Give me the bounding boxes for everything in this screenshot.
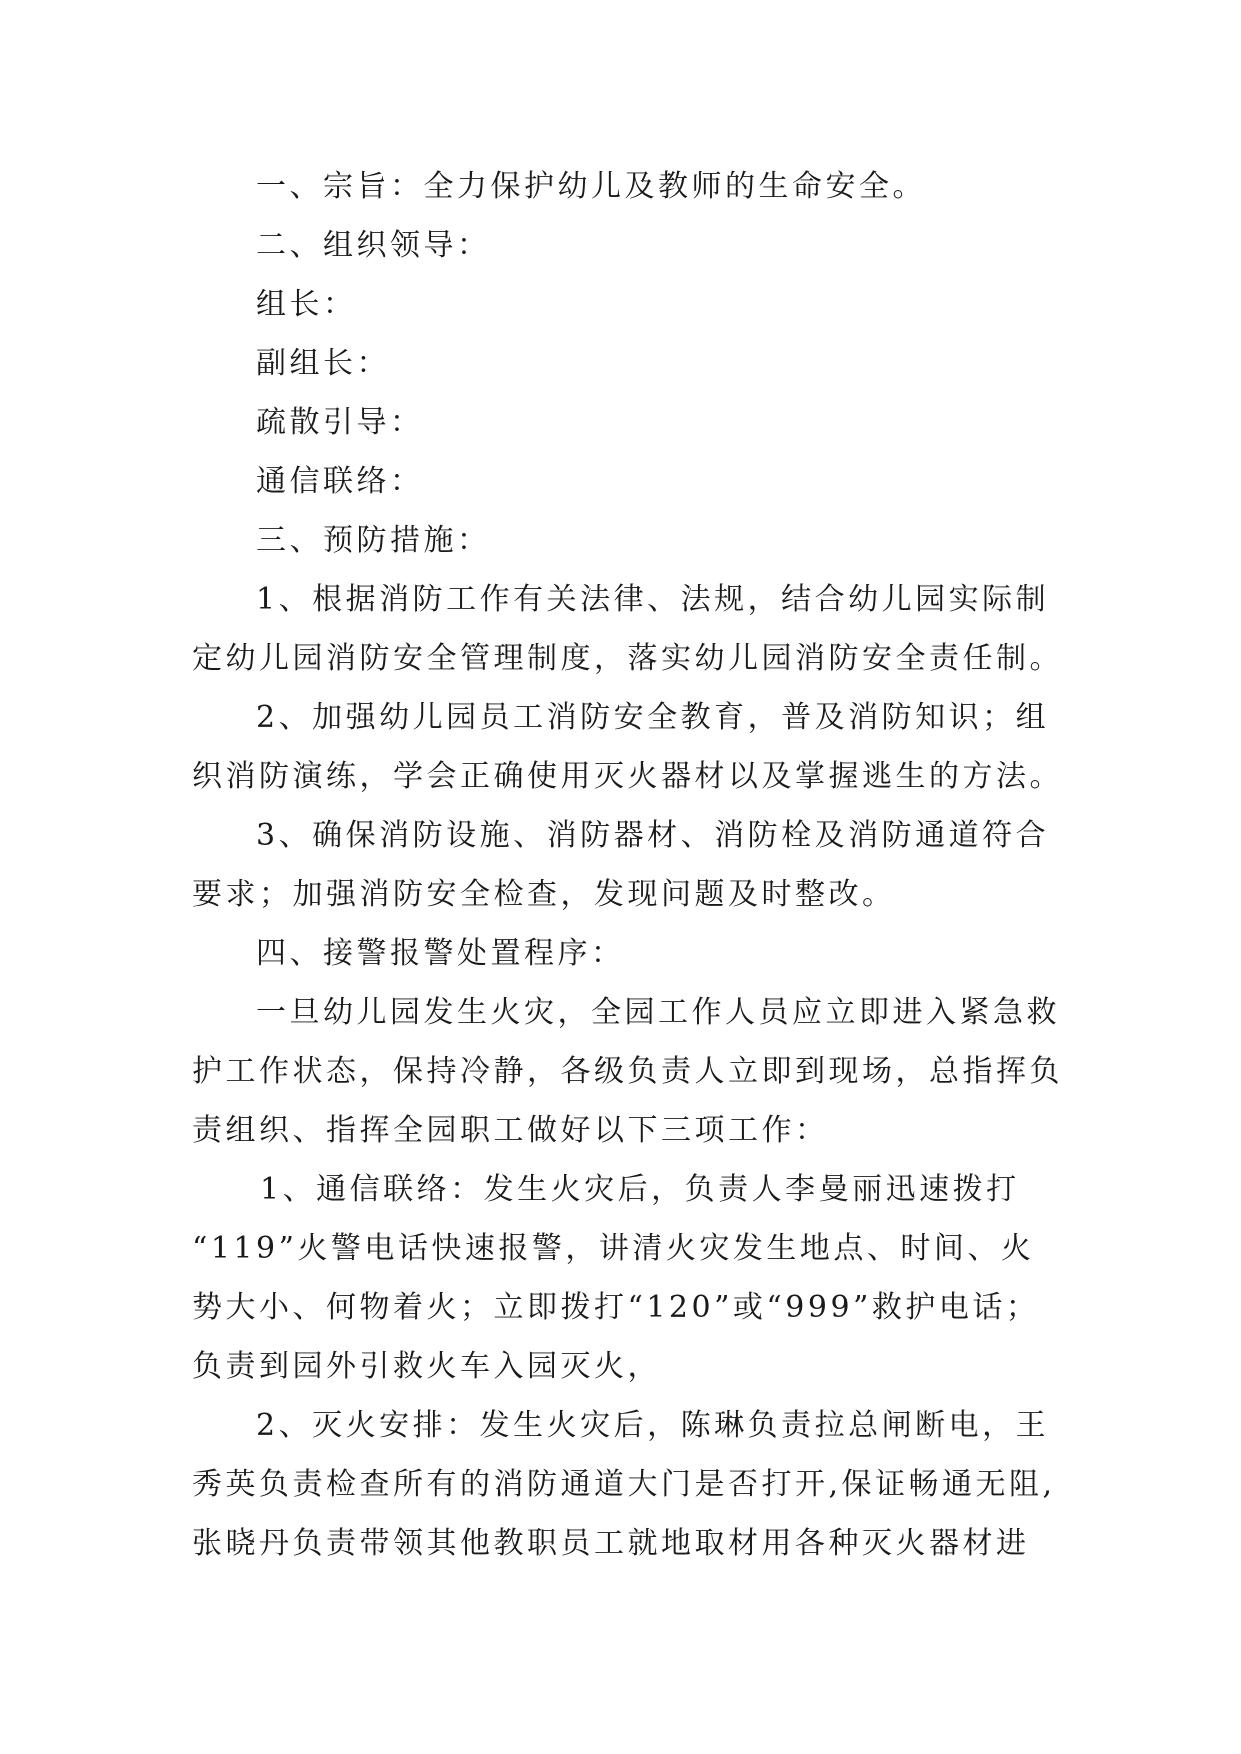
section-purpose: 一、宗旨：全力保护幼儿及教师的生命安全。 bbox=[256, 169, 926, 204]
procedure-intro-line-1: 一旦幼儿园发生火灾，全园工作人员应立即进入紧急救 bbox=[256, 995, 1060, 1030]
role-evacuation-guide: 疏散引导： bbox=[256, 405, 424, 440]
prevention-item-3-line-2: 要求；加强消防安全检查，发现问题及时整改。 bbox=[192, 877, 896, 912]
prevention-item-2-line-2: 织消防演练，学会正确使用灭火器材以及掌握逃生的方法。 bbox=[192, 759, 1063, 794]
prevention-item-1-line-2: 定幼儿园消防安全管理制度，落实幼儿园消防安全责任制。 bbox=[192, 641, 1063, 676]
prevention-item-3-line-1: 3、确保消防设施、消防器材、消防栓及消防通道符合 bbox=[256, 818, 1050, 853]
procedure-item-1-line-1: 1、通信联络：发生火灾后，负责人李曼丽迅速拨打 bbox=[260, 1172, 1020, 1207]
prevention-item-2-line-1: 2、加强幼儿园员工消防安全教育，普及消防知识；组 bbox=[256, 700, 1050, 735]
procedure-item-2-line-2: 秀英负责检查所有的消防通道大门是否打开,保证畅通无阻, bbox=[192, 1467, 1056, 1502]
procedure-intro-line-2: 护工作状态，保持冷静，各级负责人立即到现场，总指挥负 bbox=[192, 1054, 1063, 1089]
procedure-item-2-line-1: 2、灭火安排：发生火灾后，陈琳负责拉总闸断电，王 bbox=[256, 1408, 1050, 1443]
section-prevention: 三、预防措施： bbox=[256, 523, 491, 558]
procedure-item-1-line-4: 负责到园外引救火车入园灭火， bbox=[192, 1349, 661, 1384]
section-organization: 二、组织领导： bbox=[256, 228, 491, 263]
section-alarm-procedure: 四、接警报警处置程序： bbox=[256, 936, 625, 971]
procedure-intro-line-3: 责组织、指挥全园职工做好以下三项工作： bbox=[192, 1113, 829, 1148]
role-communication: 通信联络： bbox=[256, 464, 424, 499]
procedure-item-2-line-3: 张晓丹负责带领其他教职员工就地取材用各种灭火器材进 bbox=[192, 1526, 1030, 1561]
prevention-item-1-line-1: 1、根据消防工作有关法律、法规，结合幼儿园实际制 bbox=[256, 582, 1050, 617]
document-body bbox=[192, 157, 1072, 1573]
procedure-item-1-line-3: 势大小、何物着火；立即拨打“120”或“999”救护电话； bbox=[192, 1290, 1040, 1325]
role-deputy-leader: 副组长： bbox=[256, 346, 390, 381]
procedure-item-1-line-2: “119”火警电话快速报警，讲清火灾发生地点、时间、火 bbox=[192, 1231, 1035, 1266]
role-leader: 组长： bbox=[256, 287, 357, 322]
